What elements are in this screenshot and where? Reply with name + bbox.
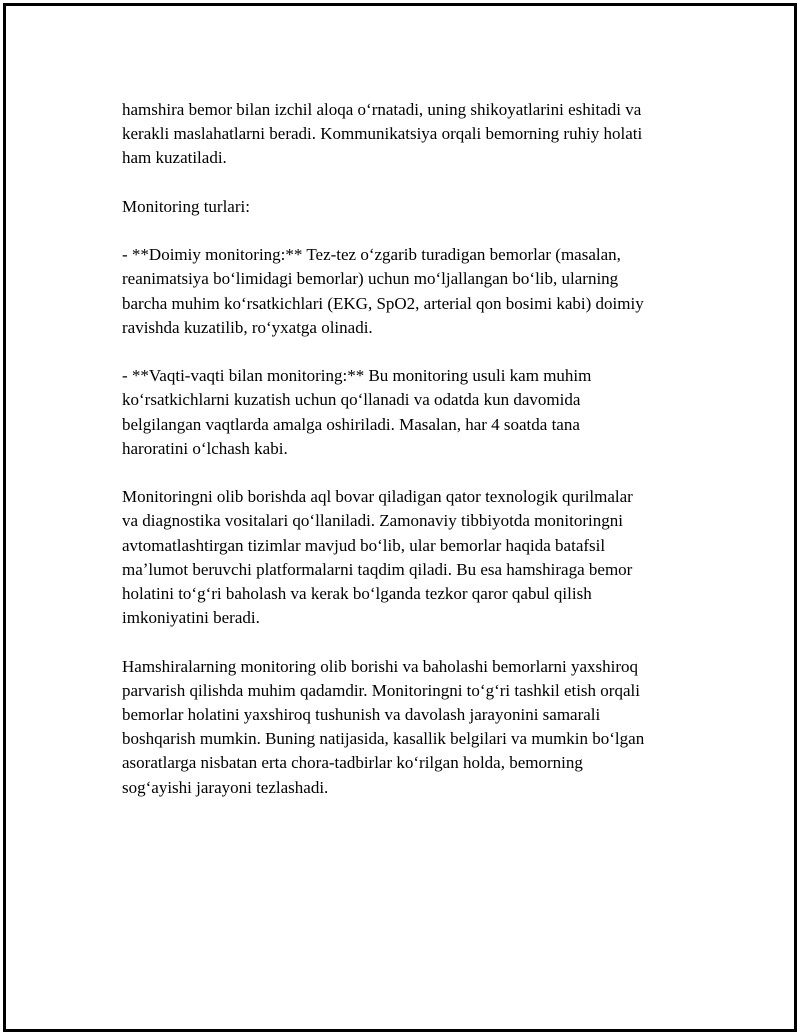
document-body <box>122 98 702 824</box>
text-line: - **Doimiy monitoring:** Tez-tez oʻzgarib turadigan bemorlar (masalan, <box>122 245 621 265</box>
text-line: barcha muhim koʻrsatkichlari (EKG, SpO2, arterial qon bosimi kabi) doimiy <box>122 293 644 313</box>
text-line: reanimatsiya boʻlimidagi bemorlar) uchun moʻljallangan boʻlib, ularning <box>122 269 619 289</box>
text-line: hamshira bemor bilan izchil aloqa oʻrnatadi, uning shikoyatlarini eshitadi va <box>122 100 642 119</box>
text-line: sogʻayishi jarayoni tezlashadi. <box>122 777 329 797</box>
text-line: Monitoring turlari: <box>122 196 250 216</box>
paragraph-conclusion <box>122 655 702 800</box>
text-line: koʻrsatkichlarni kuzatish uchun qoʻllanadi va odatda kun davomida <box>122 390 581 410</box>
text-line: avtomatlashtirgan tizimlar mavjud boʻlib, ular bemorlar haqida batafsil <box>122 535 606 555</box>
page-frame <box>3 3 797 1032</box>
text-line: ravishda kuzatilib, roʻyxatga olinadi. <box>122 317 373 337</box>
paragraph-technology <box>122 485 702 630</box>
text-line: Monitoringni olib borishda aql bovar qiladigan qator texnologik qurilmalar <box>122 487 633 507</box>
text-line: parvarish qilishda muhim qadamdir. Monitoringni toʻgʻri tashkil etish orqali <box>122 680 640 700</box>
text-line: bemorlar holatini yaxshiroq tushunish va davolash jarayonini samarali <box>122 705 601 724</box>
text-line: asoratlarga nisbatan erta chora-tadbirlar koʻrilgan holda, bemorning <box>122 753 583 773</box>
text-line: - **Vaqti-vaqti bilan monitoring:** Bu monitoring usuli kam muhim <box>122 366 592 386</box>
text-line: boshqarish mumkin. Buning natijasida, kasallik belgilari va mumkin boʻlgan <box>122 729 645 749</box>
paragraph-periodic-monitoring <box>122 364 702 461</box>
text-line: imkoniyatini beradi. <box>122 608 260 628</box>
text-line: kerakli maslahatlarni beradi. Kommunikatsiya orqali bemorning ruhiy holati <box>122 124 643 144</box>
text-line: va diagnostika vositalari qoʻllaniladi. Zamonaviy tibbiyotda monitoringni <box>122 511 623 531</box>
text-line: Hamshiralarning monitoring olib borishi va baholashi bemorlarni yaxshiroq <box>122 656 639 676</box>
paragraph-continuous-monitoring <box>122 243 702 340</box>
text-line: belgilangan vaqtlarda amalga oshiriladi. Masalan, har 4 soatda tana <box>122 414 580 434</box>
paragraph-monitoring-types-heading <box>122 195 702 219</box>
text-line: ham kuzatiladi. <box>122 148 227 168</box>
text-line: haroratini oʻlchash kabi. <box>122 438 288 458</box>
text-line: holatini toʻgʻri baholash va kerak boʻlganda tezkor qaror qabul qilish <box>122 584 592 603</box>
text-line: maʼlumot beruvchi platformalarni taqdim qiladi. Bu esa hamshiraga bemor <box>122 559 633 579</box>
paragraph-communication <box>122 98 702 171</box>
